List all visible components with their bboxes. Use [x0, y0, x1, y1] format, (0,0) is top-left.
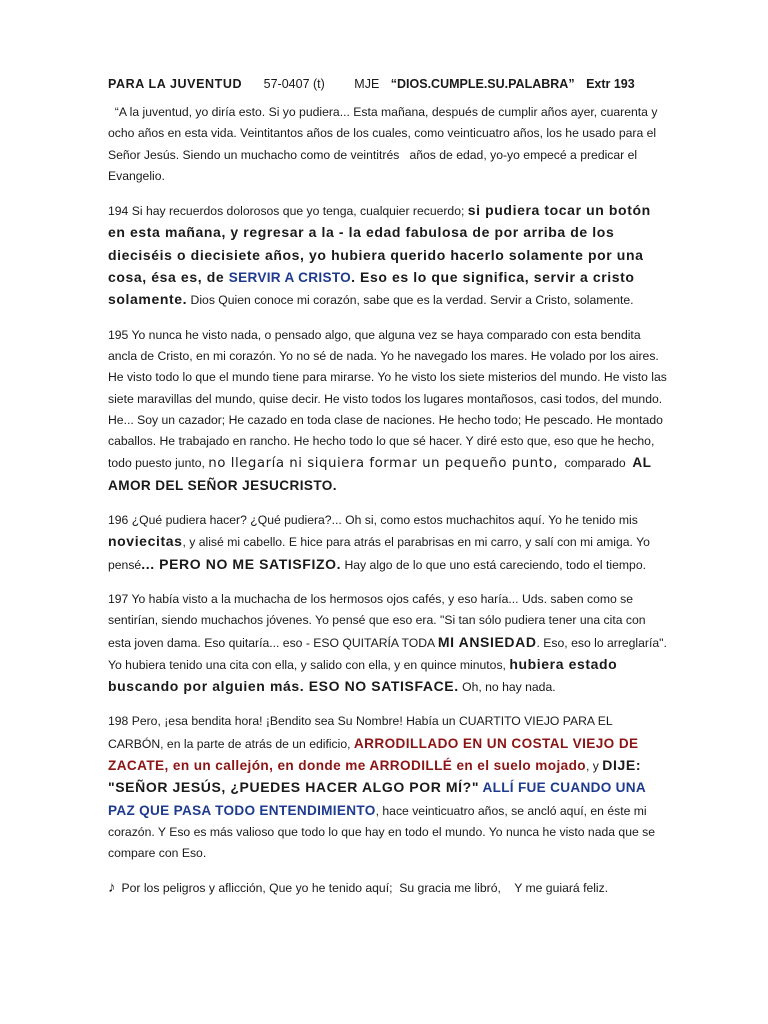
p198-text-a: 198 Pero, ¡esa bendita hora! ¡Bendito sea Su Nombre! Había un CUARTITO VIEJO PARA EL CARBÓN, en la parte de atrás de un edificio,	[108, 714, 613, 751]
p195-emphasis: AL AMOR DEL SEÑOR JESUCRISTO.	[108, 455, 652, 493]
p198-dije: DIJE: "SEÑOR JESÚS, ¿PUEDES HACER ALGO POR MÍ?"	[108, 757, 642, 796]
header-sermon: “DIOS.CUMPLE.SU.PALABRA”	[390, 77, 575, 91]
p197-mi-ansiedad: MI ANSIEDAD	[437, 633, 537, 650]
p194-emphasis-2: . Eso es lo que significa, servir a cristo solamente.	[108, 269, 635, 308]
p198-alli-fue: ALLÍ FUE CUANDO UNA PAZ QUE PASA TODO ENTENDIMIENTO	[108, 780, 646, 818]
paragraph-196	[108, 510, 668, 576]
p195-text-b: no llegaría ni siquiera formar un pequeño punto,	[208, 456, 558, 472]
p195-text-a: 195 Yo nunca he visto nada, o pensado algo, que alguna vez se haya comparado con esta bendita ancla de Cristo, en mi corazón. Yo no sé de nada. Yo he navegado los mares. He volado por los aires. He visto todo lo que el mundo tiene para mirarse. Yo he visto los siete misterios del mundo. He visto las siete maravillas del mundo, quise decir. He visto todos los lugares montañosos, casi todos, del mundo. He... Soy un cazador; He cazado en toda clase de naciones. He hecho todo; He pescado. He montado caballos. He trabajado en rancho. He hecho todo lo que sé hacer. Y diré esto que, eso que he hecho, todo puesto junto,	[108, 327, 667, 471]
header-series: MJE	[354, 77, 380, 91]
music-note-icon: ♪	[108, 878, 116, 896]
intro-text: “A la juventud, yo diría esto. Si yo pudiera... Esta mañana, después de cumplir años ayer, cuarenta y ocho años en esta vida. Veintitantos años de los cuales, como veinticuatro años, los he usado para el Señor Jesús. Siendo un muchacho como de veintitrés años de edad, yo-yo empecé a predicar el Evangelio.	[108, 105, 661, 183]
paragraph-195	[108, 325, 668, 497]
paragraph-194	[108, 200, 668, 311]
p197-emphasis: hubiera estado buscando por alguien más. ESO NO SATISFACE.	[108, 655, 618, 695]
p196-noviecitas: noviecitas	[108, 533, 183, 550]
p197-text-c: . Eso, eso lo arreglaría". Yo hubiera tenido una cita con ella, y salido con ella, y en quince minutos,	[108, 635, 667, 672]
p197-text-e: Oh, no hay nada.	[458, 680, 556, 695]
intro-paragraph	[108, 102, 668, 187]
p198-text-c: , y	[586, 759, 603, 774]
document-header	[108, 74, 668, 94]
document-page	[108, 74, 668, 898]
p196-emphasis: ... PERO NO ME SATISFIZO.	[141, 555, 342, 572]
hymn-text: Por los peligros y aflicción, Que yo he tenido aquí; Su gracia me libró, Y me guiará feliz.	[121, 880, 609, 895]
paragraph-197	[108, 589, 668, 698]
hymn-line	[108, 878, 668, 898]
p198-text-g: , hace veinticuatro años, se ancló aquí, en éste mi corazón. Y Eso es más valioso que todo lo que hay en todo el mundo. Yo nunca he visto nada que se compare con Eso.	[108, 803, 656, 861]
p198-arrodillado: ARRODILLADO EN UN COSTAL VIEJO DE ZACATE, en un callejón, en donde me ARRODILLÉ en el suelo mojado	[108, 735, 639, 774]
p195-text-c: comparado	[557, 456, 633, 471]
p194-servir-a-cristo: SERVIR A CRISTO	[228, 270, 352, 286]
p196-text-a: 196 ¿Qué pudiera hacer? ¿Qué pudiera?... Oh si, como estos muchachitos aquí. Yo he tenido mis	[108, 513, 638, 528]
header-extract: Extr 193	[586, 77, 635, 91]
p194-text-a: 194 Si hay recuerdos dolorosos que yo tenga, cualquier recuerdo;	[108, 204, 468, 219]
p196-text-c: , y alisé mi cabello. E hice para atrás el parabrisas en mi carro, y salí con mi amiga. Yo pensé	[108, 535, 650, 572]
p197-text-a: 197 Yo había visto a la muchacha de los hermosos ojos cafés, y eso haría... Uds. saben como se sentirían, siendo muchachos jóvenes. Yo pensé que eso era. "Si tan sólo pudiera tener una cita con esta joven dama. Eso quitaría... eso - ESO QUITARÍA TODA	[108, 591, 646, 650]
p194-text-e: Dios Quien conoce mi corazón, sabe que es la verdad. Servir a Cristo, solamente.	[187, 293, 634, 308]
p196-text-e: Hay algo de lo que uno está careciendo, todo el tiempo.	[341, 557, 646, 572]
header-code: 57-0407 (t)	[263, 77, 325, 91]
p194-emphasis: si pudiera tocar un botón en esta mañana, y regresar a la - la edad fabulosa de por arriba de los dieciséis o diecisiete años, yo hubiera querido hacerlo solamente por una cosa, ésa es, de	[108, 202, 651, 286]
paragraph-198	[108, 711, 668, 864]
header-title: PARA LA JUVENTUD	[108, 77, 243, 91]
